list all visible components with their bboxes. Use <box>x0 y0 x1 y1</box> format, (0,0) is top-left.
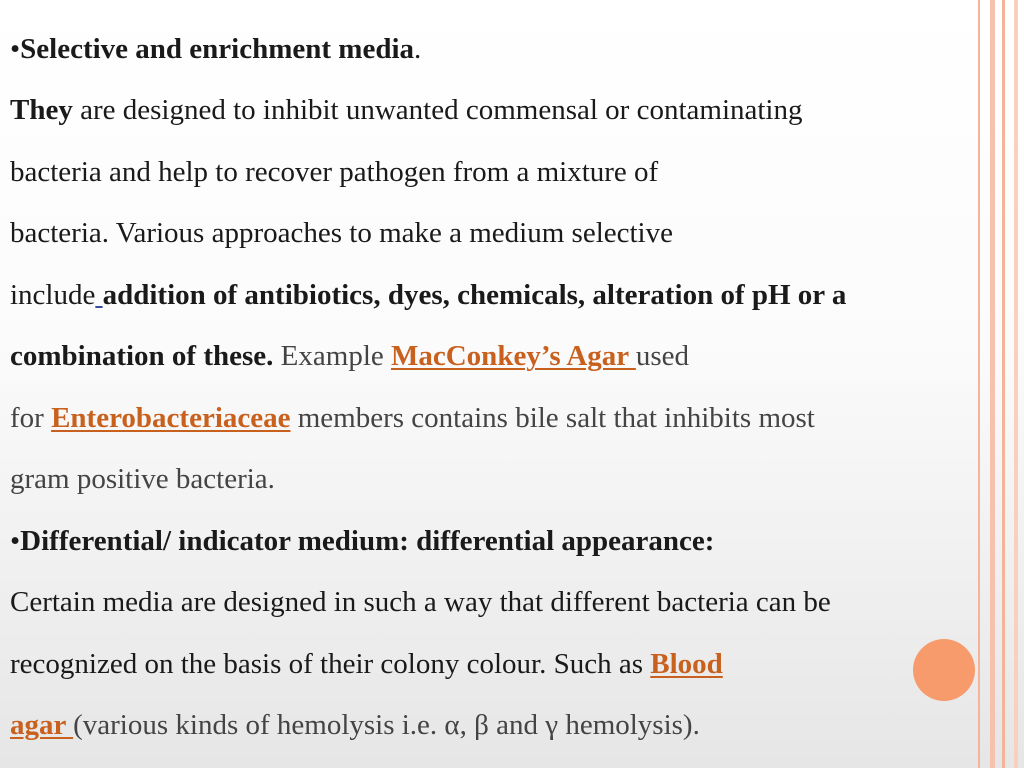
text-line <box>10 142 1000 204</box>
heading-period: . <box>414 33 422 65</box>
heading-text: Selective and enrichment media <box>20 33 415 65</box>
text-line <box>10 695 1000 757</box>
body-text: (various kinds of hemolysis i.e. α, β and γ hemolysis). <box>73 709 700 741</box>
text-line <box>10 326 1000 388</box>
body-text: Certain media are designed in such a way that different bacteria can be <box>10 586 831 618</box>
underlined-space <box>95 279 102 311</box>
text-line <box>10 80 1000 142</box>
differential-medium-heading <box>10 511 1000 573</box>
enterobacteriaceae-link[interactable]: Enterobacteriaceae <box>51 401 291 434</box>
bold-text: addition of antibiotics, dyes, chemicals, alteration of pH or a <box>102 278 847 311</box>
slide-body <box>10 18 1000 757</box>
body-text: Various approaches to make a medium selective <box>115 217 673 249</box>
text-line <box>10 449 1000 511</box>
macconkey-agar-link[interactable]: MacConkey’s Agar <box>391 340 636 372</box>
body-text: are designed to inhibit unwanted commensal or contaminating <box>72 94 803 126</box>
body-text: include <box>10 278 96 311</box>
text-line <box>10 388 1000 450</box>
body-text: gram positive bacteria. <box>10 463 275 495</box>
blood-agar-link[interactable]: agar <box>10 709 74 741</box>
heading-text: Differential/ indicator medium: differential appearance: <box>20 524 715 557</box>
selective-media-heading <box>10 18 1000 80</box>
body-text: used <box>635 340 690 372</box>
stripe <box>1002 0 1005 768</box>
body-text: bacteria and help to recover pathogen from a mixture of <box>10 155 659 188</box>
stripe <box>1014 0 1018 768</box>
text-line <box>10 265 1000 327</box>
body-text: recognized on the basis of their colony colour. Such as <box>10 647 651 680</box>
bold-text: They <box>10 94 73 126</box>
text-line <box>10 634 1000 696</box>
bullet: • <box>10 33 21 65</box>
bold-text: combination of these. <box>10 340 274 372</box>
body-text: members contains bile salt that inhibits most <box>290 401 815 434</box>
body-text: for <box>10 401 52 434</box>
text-line <box>10 572 1000 634</box>
body-text: bacteria. <box>10 217 116 249</box>
body-text: Example <box>273 340 391 372</box>
blood-agar-link[interactable]: Blood <box>650 647 723 680</box>
text-line <box>10 203 1000 265</box>
bullet: • <box>10 524 21 557</box>
